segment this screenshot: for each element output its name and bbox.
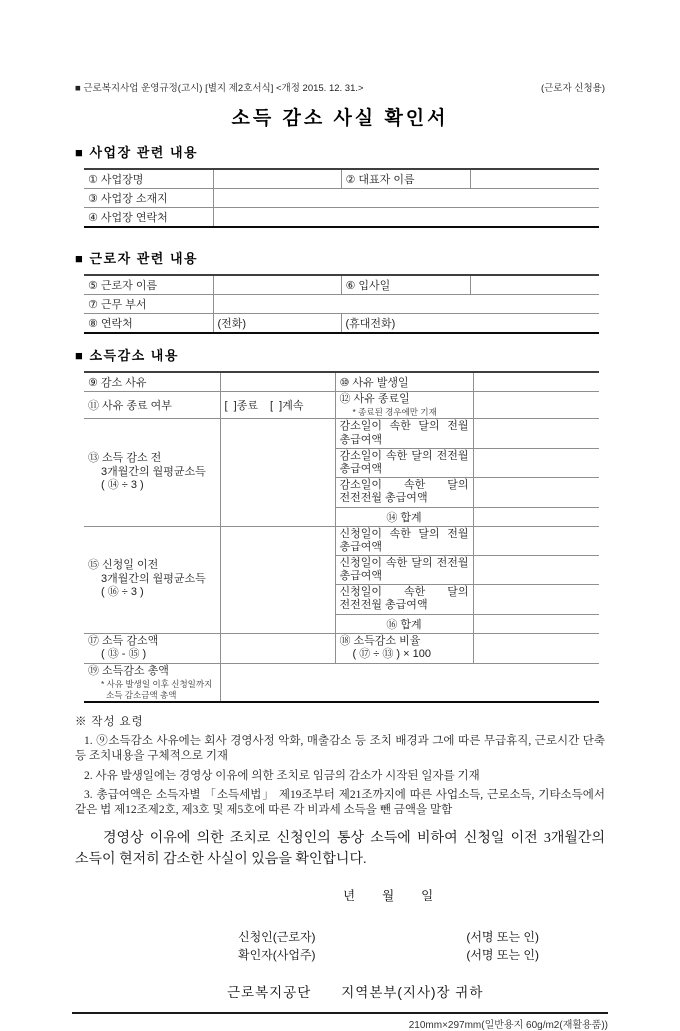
guide-item-3: 3. 총급여액은 소득자별 「소득세법」 제19조부터 제21조까지에 따른 사업소득, 근로소득, 기타소득에서 같은 법 제12조제2호, 제3호 및 제5호에 따른 각 비과세 소득을 뺀 금액을 말함 <box>75 788 605 816</box>
date-month-label[interactable]: 월 <box>382 888 395 903</box>
reason-end-date-field[interactable] <box>473 392 599 419</box>
applicant-seal-area[interactable]: (서명 또는 인) <box>466 929 539 944</box>
business-address-field[interactable] <box>213 189 599 208</box>
reduction-total-label <box>84 664 220 703</box>
reason-end-date-title: ⑫ 사유 종료일 <box>339 393 410 405</box>
before-month3-label: 감소일이 속한 달의 전전전월 총급여액 <box>335 478 473 507</box>
table-row <box>84 189 599 208</box>
bottom-rule <box>72 1012 608 1014</box>
declaration-text: 경영상 이유에 의한 조치로 신청인의 통상 소득에 비하여 신청일 이전 3개월간의 소득이 현저히 감소한 사실이 있음을 확인합니다. <box>75 831 605 867</box>
table-row <box>84 392 599 419</box>
hire-date-field[interactable] <box>470 275 599 295</box>
after-month3-field[interactable] <box>473 585 599 614</box>
reduction-rate-title: ⑱ 소득감소 비율 <box>339 634 421 647</box>
applicant-signature-row <box>75 928 605 946</box>
reduction-rate-label <box>335 633 473 664</box>
reduction-total-note2: 소득 감소금액 총액 <box>106 689 177 700</box>
representative-name-field[interactable] <box>470 169 599 189</box>
reduction-amount-formula: ( ⑬ - ⑮ ) <box>101 648 147 661</box>
mobile-field[interactable]: (휴대전화) <box>341 314 599 334</box>
business-name-label: ① 사업장명 <box>84 169 213 189</box>
before-month1-label: 감소일이 속한 달의 전월 총급여액 <box>335 419 473 448</box>
avg-income-after-line1: ⑮ 신청일 이전 <box>88 558 159 571</box>
worker-info-table <box>84 274 599 334</box>
section-heading-business: ■ 사업장 관련 내용 <box>75 145 199 160</box>
table-row <box>84 526 599 555</box>
reduction-amount-title: ⑰ 소득 감소액 <box>88 634 159 647</box>
checkbox-continuing[interactable]: [ ]계속 <box>269 400 304 413</box>
reason-ended-label: ⑪ 사유 종료 여부 <box>84 392 220 419</box>
worker-contact-label: ⑧ 연락처 <box>84 314 213 334</box>
reduction-rate-formula: ( ⑰ ÷ ⑬ ) × 100 <box>352 648 431 661</box>
paper-spec: 210mm×297mm(일반용지 60g/m2(재활용품)) <box>408 1019 608 1031</box>
recipient-org: 근로복지공단 <box>227 984 312 1000</box>
avg-income-before-formula: ( ⑭ ÷ 3 ) <box>101 479 144 492</box>
table-row <box>84 314 599 334</box>
after-month3-label: 신청일이 속한 달의 전전전월 총급여액 <box>335 585 473 614</box>
avg-income-before-label <box>84 419 220 526</box>
avg-income-after-label <box>84 526 220 633</box>
reason-start-date-field[interactable] <box>473 372 599 392</box>
business-info-table <box>84 168 599 228</box>
confirmer-label: 확인자(사업주) <box>238 947 316 962</box>
table-row <box>84 208 599 228</box>
income-reduction-table <box>84 371 599 703</box>
business-name-field[interactable] <box>213 169 341 189</box>
document-header <box>75 80 605 94</box>
before-month2-field[interactable] <box>473 448 599 477</box>
reason-start-date-label: ⑩ 사유 발생일 <box>335 372 473 392</box>
department-label: ⑦ 근무 부서 <box>84 295 213 314</box>
after-month1-label: 신청일이 속한 달의 전월 총급여액 <box>335 526 473 555</box>
reduction-amount-field[interactable] <box>220 633 335 664</box>
section-heading-income: ■ 소득감소 내용 <box>75 348 179 363</box>
avg-income-before-line1: ⑬ 소득 감소 전 <box>88 451 162 464</box>
table-row <box>84 633 599 664</box>
writing-guide <box>75 715 605 818</box>
table-row <box>84 295 599 314</box>
signature-block <box>75 928 605 964</box>
reduction-total-note1: * 사유 발생일 이후 신청일까지 <box>101 678 213 689</box>
table-row <box>84 419 599 448</box>
date-year-label[interactable]: 년 <box>343 888 356 903</box>
phone-field[interactable]: (전화) <box>213 314 341 334</box>
reduction-rate-field[interactable] <box>473 633 599 664</box>
applicant-label: 신청인(근로자) <box>238 929 316 944</box>
hire-date-label: ⑥ 입사일 <box>341 275 470 295</box>
business-address-label: ③ 사업장 소재지 <box>84 189 213 208</box>
after-month1-field[interactable] <box>473 526 599 555</box>
department-field[interactable] <box>213 295 599 314</box>
after-total-field[interactable] <box>473 614 599 633</box>
table-row <box>84 664 599 703</box>
section-heading-worker: ■ 근로자 관련 내용 <box>75 251 199 266</box>
reduction-total-field[interactable] <box>220 664 599 703</box>
recipient-line <box>75 981 605 1001</box>
page-title: 소득 감소 사실 확인서 <box>231 108 449 129</box>
before-month1-field[interactable] <box>473 419 599 448</box>
avg-income-after-field[interactable] <box>220 526 335 633</box>
writing-guide-heading: ※ 작성 요령 <box>75 716 144 729</box>
business-contact-field[interactable] <box>213 208 599 228</box>
after-month2-label: 신청일이 속한 달의 전전월 총급여액 <box>335 555 473 584</box>
reduction-reason-label: ⑨ 감소 사유 <box>84 372 220 392</box>
avg-income-after-formula: ( ⑯ ÷ 3 ) <box>101 586 144 599</box>
before-month2-label: 감소일이 속한 달의 전전월 총급여액 <box>335 448 473 477</box>
table-row <box>84 169 599 189</box>
reduction-amount-label <box>84 633 220 664</box>
worker-name-label: ⑤ 근로자 이름 <box>84 275 213 295</box>
before-total-field[interactable] <box>473 507 599 526</box>
reduction-total-title: ⑲ 소득감소 총액 <box>88 665 169 678</box>
avg-income-before-line2: 3개월간의 월평균소득 <box>101 465 206 478</box>
avg-income-after-line2: 3개월간의 월평균소득 <box>101 572 206 585</box>
date-line <box>75 886 605 904</box>
table-row <box>84 372 599 392</box>
reduction-reason-field[interactable] <box>220 372 335 392</box>
worker-name-field[interactable] <box>213 275 341 295</box>
date-day-label[interactable]: 일 <box>421 888 434 903</box>
guide-item-2: 2. 사유 발생일에는 경영상 이유에 의한 조치로 임금의 감소가 시작된 일자를 기재 <box>84 769 480 782</box>
reason-end-date-label <box>335 392 473 419</box>
recipient-addressee: 지역본부(지사)장 귀하 <box>341 984 484 1000</box>
guide-item-1: 1. ⑨소득감소 사유에는 회사 경영사정 악화, 매출감소 등 조치 배경과 그에 따른 무급휴직, 근로시간 단축 등 조치내용을 구체적으로 기재 <box>75 735 605 763</box>
confirmer-seal-area[interactable]: (서명 또는 인) <box>466 947 539 962</box>
confirmer-signature-row <box>75 946 605 964</box>
reason-end-date-note: * 종료된 경우에만 기재 <box>352 406 437 417</box>
regulation-reference: ■ 근로복지사업 운영규정(고시) [별지 제2호서식] <개정 2015. 12. 31.> <box>75 83 364 94</box>
reason-ended-field <box>220 392 335 419</box>
avg-income-before-field[interactable] <box>220 419 335 526</box>
representative-name-label: ② 대표자 이름 <box>341 169 470 189</box>
before-month3-field[interactable] <box>473 478 599 507</box>
applicant-type-tag: (근로자 신청용) <box>540 83 605 94</box>
table-row <box>84 275 599 295</box>
business-contact-label: ④ 사업장 연락처 <box>84 208 213 228</box>
checkbox-ended[interactable]: [ ]종료 <box>224 400 258 413</box>
after-month2-field[interactable] <box>473 555 599 584</box>
before-total-label: ⑭ 합계 <box>335 507 473 526</box>
after-total-label: ⑯ 합계 <box>335 614 473 633</box>
